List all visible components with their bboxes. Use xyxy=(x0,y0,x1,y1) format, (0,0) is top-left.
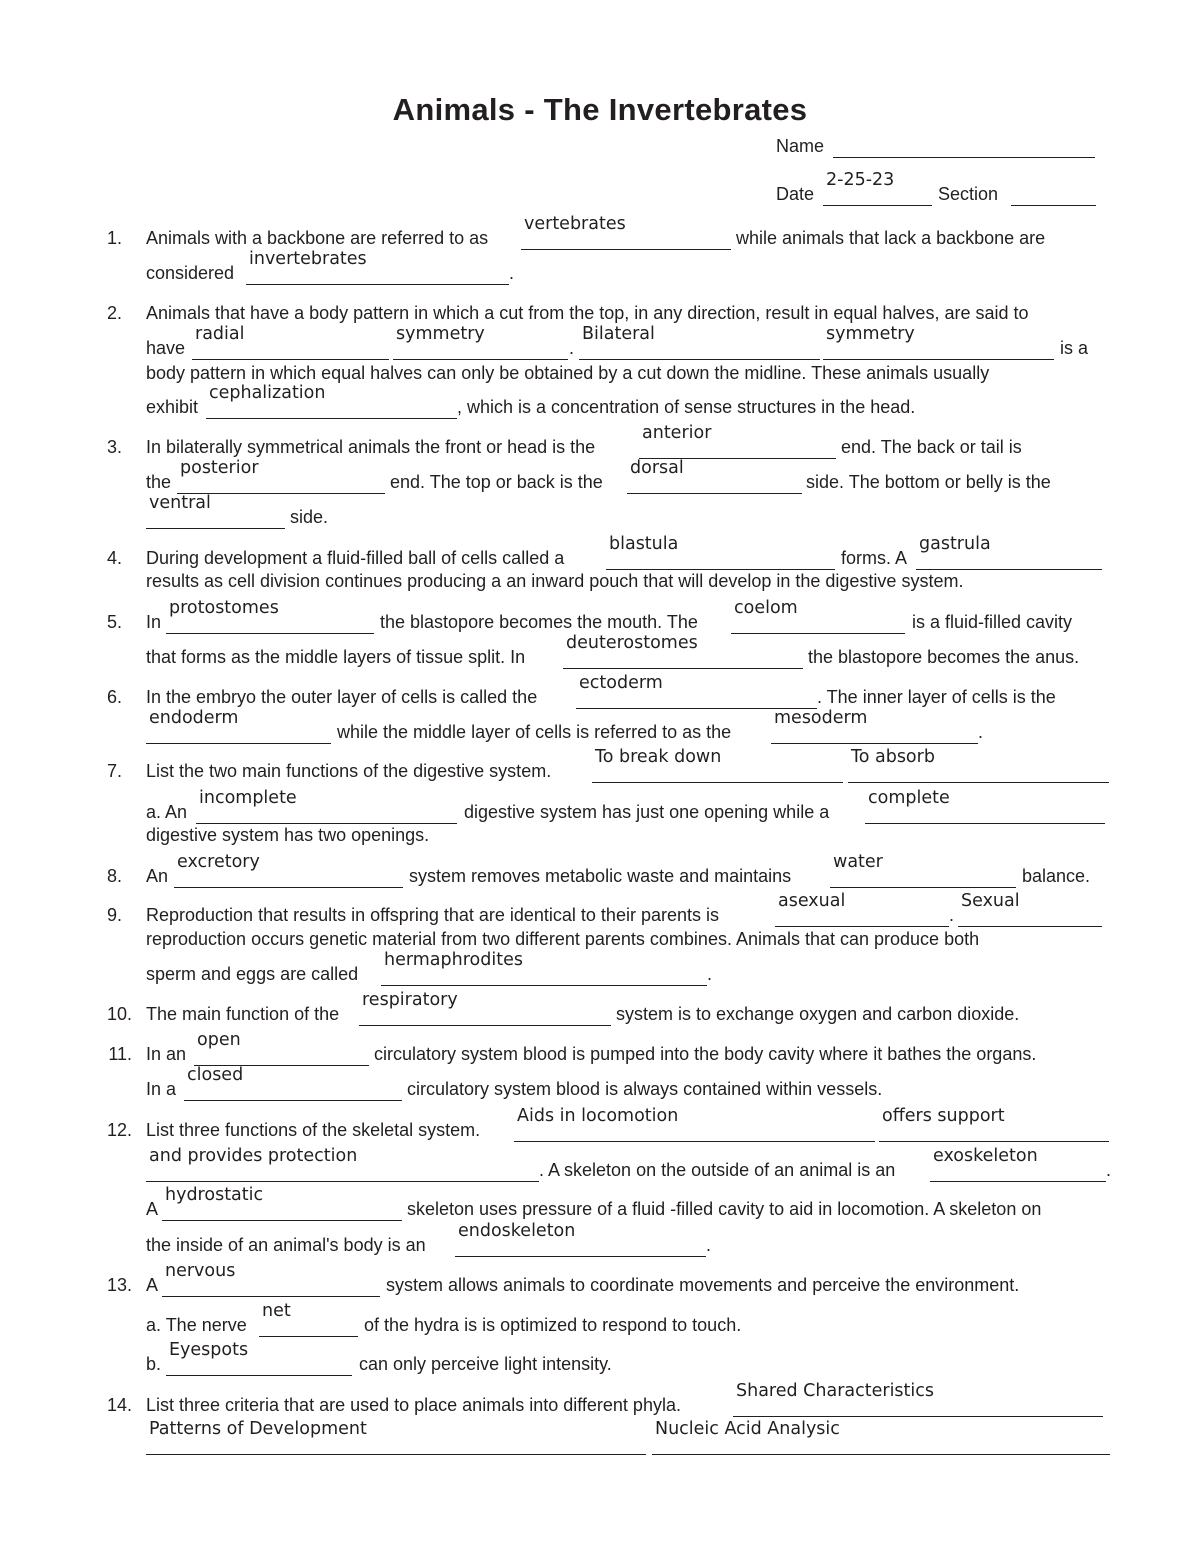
answer-field[interactable] xyxy=(177,458,385,494)
answer-field[interactable] xyxy=(930,1146,1106,1182)
answer-field[interactable] xyxy=(563,633,803,669)
question-text: An xyxy=(146,866,169,886)
answer-field[interactable] xyxy=(731,598,905,634)
q12-line4 xyxy=(0,1221,1200,1264)
q2-line4 xyxy=(0,383,1200,426)
question-text: A xyxy=(146,1199,159,1219)
question-number: 5. xyxy=(106,612,122,632)
question-number: 7. xyxy=(106,761,122,781)
answer-field[interactable] xyxy=(194,1030,369,1066)
answer-field[interactable] xyxy=(146,708,331,744)
answer-text: vertebrates xyxy=(524,214,626,234)
question-text: List three criteria that are used to place animals into different phyla. xyxy=(146,1395,681,1415)
question-text: the blastopore becomes the anus. xyxy=(808,647,1080,667)
answer-text: Patterns of Development xyxy=(149,1419,367,1439)
q8-line1 xyxy=(0,852,1200,895)
answer-field[interactable] xyxy=(579,324,820,360)
question-text: circulatory system blood is always contained within vessels. xyxy=(407,1079,883,1099)
section-field[interactable] xyxy=(1011,183,1096,206)
name-label: Name xyxy=(776,136,825,156)
date-answer: 2-25-23 xyxy=(826,170,895,190)
q12-line3 xyxy=(0,1185,1200,1228)
answer-text: Shared Characteristics xyxy=(736,1381,935,1401)
answer-field[interactable] xyxy=(146,1419,646,1455)
answer-field[interactable] xyxy=(174,852,403,888)
question-text: skeleton uses pressure of a fluid -filled cavity to aid in locomotion. A skeleton on xyxy=(407,1199,1042,1219)
question-text: Animals with a backbone are referred to as xyxy=(146,228,489,248)
name-field[interactable] xyxy=(833,135,1095,158)
answer-field[interactable] xyxy=(916,534,1102,570)
question-number: 8. xyxy=(106,866,122,886)
answer-field[interactable] xyxy=(830,852,1016,888)
answer-text: Bilateral xyxy=(582,324,655,344)
answer-field[interactable] xyxy=(146,493,285,529)
question-text: system is to exchange oxygen and carbon dioxide. xyxy=(616,1004,1020,1024)
answer-field[interactable] xyxy=(733,1381,1103,1417)
answer-field[interactable] xyxy=(196,788,457,824)
answer-text: protostomes xyxy=(169,598,279,618)
question-text: end. The back or tail is xyxy=(841,437,1022,457)
question-text: circulatory system blood is pumped into the body cavity where it bathes the organs. xyxy=(374,1044,1037,1064)
question-text: In xyxy=(146,612,162,632)
question-text: is a xyxy=(1060,338,1089,358)
question-text: . The inner layer of cells is the xyxy=(817,687,1056,707)
answer-field[interactable] xyxy=(246,249,509,285)
answer-field[interactable] xyxy=(162,1185,402,1221)
question-text: results as cell division continues producing a an inward pouch that will develop in the digestive system. xyxy=(146,571,964,591)
answer-field[interactable] xyxy=(775,891,949,927)
question-text: considered xyxy=(146,263,235,283)
q1-line2 xyxy=(0,249,1200,292)
question-number: 14. xyxy=(106,1395,132,1415)
answer-text: Eyespots xyxy=(169,1340,249,1360)
q12-line1 xyxy=(0,1106,1200,1149)
q11-line2 xyxy=(0,1065,1200,1108)
question-text: end. The top or back is the xyxy=(390,472,603,492)
answer-text: closed xyxy=(187,1065,244,1085)
page-title: Animals - The Invertebrates xyxy=(392,92,808,127)
answer-field[interactable] xyxy=(184,1065,402,1101)
question-text: b. xyxy=(146,1354,162,1374)
question-text: of the hydra is is optimized to respond to touch. xyxy=(364,1315,742,1335)
question-text: . xyxy=(1106,1160,1112,1180)
question-text: List three functions of the skeletal system. xyxy=(146,1120,481,1140)
question-text: In the embryo the outer layer of cells is called the xyxy=(146,687,538,707)
answer-text: complete xyxy=(868,788,950,808)
date-section-row xyxy=(0,170,1200,213)
date-label: Date xyxy=(776,184,815,204)
answer-field[interactable] xyxy=(771,708,978,744)
question-text: reproduction occurs genetic material from two different parents combines. Animals that can produce both xyxy=(146,929,980,949)
question-text: system allows animals to coordinate movements and perceive the environment. xyxy=(386,1275,1020,1295)
answer-text: ventral xyxy=(149,493,211,513)
answer-text: coelom xyxy=(734,598,798,618)
question-text: is a fluid-filled cavity xyxy=(912,612,1073,632)
q13-line1 xyxy=(0,1261,1200,1304)
question-number: 2. xyxy=(106,303,122,323)
q10-line1 xyxy=(0,990,1200,1033)
question-text: In bilaterally symmetrical animals the front or head is the xyxy=(146,437,596,457)
answer-text: water xyxy=(833,852,883,872)
date-field[interactable] xyxy=(823,170,932,206)
question-text: body pattern in which equal halves can only be obtained by a cut down the midline. These animals usually xyxy=(146,363,990,383)
question-text: In an xyxy=(146,1044,187,1064)
answer-text: mesoderm xyxy=(774,708,868,728)
answer-field[interactable] xyxy=(652,1419,1110,1455)
answer-field[interactable] xyxy=(606,534,835,570)
answer-text: anterior xyxy=(642,423,712,443)
q9-line2 xyxy=(0,928,1200,958)
answer-field[interactable] xyxy=(393,324,568,360)
answer-text: hermaphrodites xyxy=(384,950,523,970)
question-text: while the middle layer of cells is referred to as the xyxy=(337,722,732,742)
answer-field[interactable] xyxy=(162,1261,380,1297)
q3-line3 xyxy=(0,493,1200,536)
question-text: forms. A xyxy=(841,548,908,568)
answer-field[interactable] xyxy=(823,324,1054,360)
q14-line2 xyxy=(0,1419,1200,1462)
question-text: . xyxy=(706,1235,712,1255)
question-text: . xyxy=(509,263,515,283)
q5-line2 xyxy=(0,633,1200,676)
answer-text: Aids in locomotion xyxy=(517,1106,679,1126)
question-text: During development a fluid-filled ball of cells called a xyxy=(146,548,565,568)
answer-field[interactable] xyxy=(627,458,802,494)
answer-field[interactable] xyxy=(166,598,374,634)
answer-field[interactable] xyxy=(848,747,1109,783)
answer-field[interactable] xyxy=(359,990,611,1026)
answer-text: radial xyxy=(195,324,245,344)
q9-line3 xyxy=(0,950,1200,993)
question-text: system removes metabolic waste and maintains xyxy=(409,866,792,886)
answer-text: asexual xyxy=(778,891,846,911)
answer-field[interactable] xyxy=(192,324,389,360)
answer-text: exoskeleton xyxy=(933,1146,1038,1166)
question-number: 12. xyxy=(106,1120,132,1140)
question-text: digestive system has two openings. xyxy=(146,825,430,845)
question-text: can only perceive light intensity. xyxy=(359,1354,612,1374)
question-number: 9. xyxy=(106,905,122,925)
answer-field[interactable] xyxy=(166,1340,352,1376)
answer-field[interactable] xyxy=(521,214,731,250)
answer-field[interactable] xyxy=(879,1106,1109,1142)
answer-text: Nucleic Acid Analysic xyxy=(655,1419,840,1439)
answer-text: To absorb xyxy=(851,747,935,767)
question-text: List the two main functions of the digestive system. xyxy=(146,761,552,781)
question-text: have xyxy=(146,338,186,358)
answer-text: open xyxy=(197,1030,241,1050)
answer-field[interactable] xyxy=(639,423,836,459)
question-text: . xyxy=(569,338,575,358)
question-number: 11. xyxy=(108,1044,132,1064)
answer-text: cephalization xyxy=(209,383,326,403)
question-number: 3. xyxy=(106,437,122,457)
answer-text: To break down xyxy=(595,747,722,767)
answer-text: symmetry xyxy=(396,324,485,344)
question-text: . A skeleton on the outside of an animal is an xyxy=(539,1160,896,1180)
question-text: digestive system has just one opening while a xyxy=(464,802,830,822)
q4-line2 xyxy=(0,570,1200,600)
answer-text: hydrostatic xyxy=(165,1185,264,1205)
question-text: a. The nerve xyxy=(146,1315,247,1335)
question-text: sperm and eggs are called xyxy=(146,964,359,984)
answer-text: endoskeleton xyxy=(458,1221,576,1241)
question-text: the blastopore becomes the mouth. The xyxy=(380,612,698,632)
answer-field[interactable] xyxy=(259,1301,358,1337)
answer-text: respiratory xyxy=(362,990,458,1010)
question-text: the inside of an animal's body is an xyxy=(146,1235,426,1255)
answer-text: deuterostomes xyxy=(566,633,698,653)
section-label: Section xyxy=(938,184,999,204)
answer-text: posterior xyxy=(180,458,259,478)
answer-text: symmetry xyxy=(826,324,915,344)
question-text: , which is a concentration of sense structures in the head. xyxy=(457,397,916,417)
question-text: side. The bottom or belly is the xyxy=(806,472,1051,492)
q7-line1 xyxy=(0,747,1200,790)
answer-text: and provides protection xyxy=(149,1146,358,1166)
question-text: that forms as the middle layers of tissue split. In xyxy=(146,647,526,667)
answer-text: nervous xyxy=(165,1261,236,1281)
answer-field[interactable] xyxy=(576,673,817,709)
question-text: Animals that have a body pattern in which a cut from the top, in any direction, result in equal halves, are said to xyxy=(146,303,1029,323)
answer-field[interactable] xyxy=(381,950,707,986)
question-text: while animals that lack a backbone are xyxy=(736,228,1046,248)
question-number: 1. xyxy=(106,228,122,248)
question-text: balance. xyxy=(1022,866,1091,886)
question-text: . xyxy=(707,964,713,984)
answer-field[interactable] xyxy=(514,1106,875,1142)
answer-field[interactable] xyxy=(455,1221,706,1257)
answer-text: ectoderm xyxy=(579,673,663,693)
question-number: 4. xyxy=(106,548,122,568)
question-text: exhibit xyxy=(146,397,199,417)
question-text: Reproduction that results in offspring that are identical to their parents is xyxy=(146,905,719,925)
question-text: A xyxy=(146,1275,159,1295)
answer-field[interactable] xyxy=(146,1146,539,1182)
question-number: 10. xyxy=(106,1004,132,1024)
question-text: side. xyxy=(290,507,329,527)
answer-text: Sexual xyxy=(961,891,1020,911)
answer-text: dorsal xyxy=(630,458,684,478)
question-text: . xyxy=(978,722,984,742)
question-text: the xyxy=(146,472,172,492)
q2-line3 xyxy=(0,362,1200,392)
answer-field[interactable] xyxy=(206,383,457,419)
q11-line1 xyxy=(0,1030,1200,1073)
question-text: a. An xyxy=(146,802,188,822)
answer-text: invertebrates xyxy=(249,249,367,269)
q13b-line xyxy=(0,1340,1200,1383)
answer-text: offers support xyxy=(882,1106,1005,1126)
answer-text: net xyxy=(262,1301,291,1321)
question-text: . xyxy=(949,905,955,925)
answer-text: excretory xyxy=(177,852,260,872)
answer-text: endoderm xyxy=(149,708,239,728)
question-number: 6. xyxy=(106,687,122,707)
question-number: 13. xyxy=(106,1275,132,1295)
answer-field[interactable] xyxy=(958,891,1102,927)
name-row xyxy=(0,135,1200,165)
q7a-line2 xyxy=(0,824,1200,854)
answer-text: blastula xyxy=(609,534,679,554)
question-text: The main function of the xyxy=(146,1004,340,1024)
answer-text: incomplete xyxy=(199,788,297,808)
answer-field[interactable] xyxy=(865,788,1105,824)
q1-line1 xyxy=(0,214,1200,257)
answer-field[interactable] xyxy=(592,747,843,783)
answer-text: gastrula xyxy=(919,534,991,554)
question-text: In a xyxy=(146,1079,177,1099)
